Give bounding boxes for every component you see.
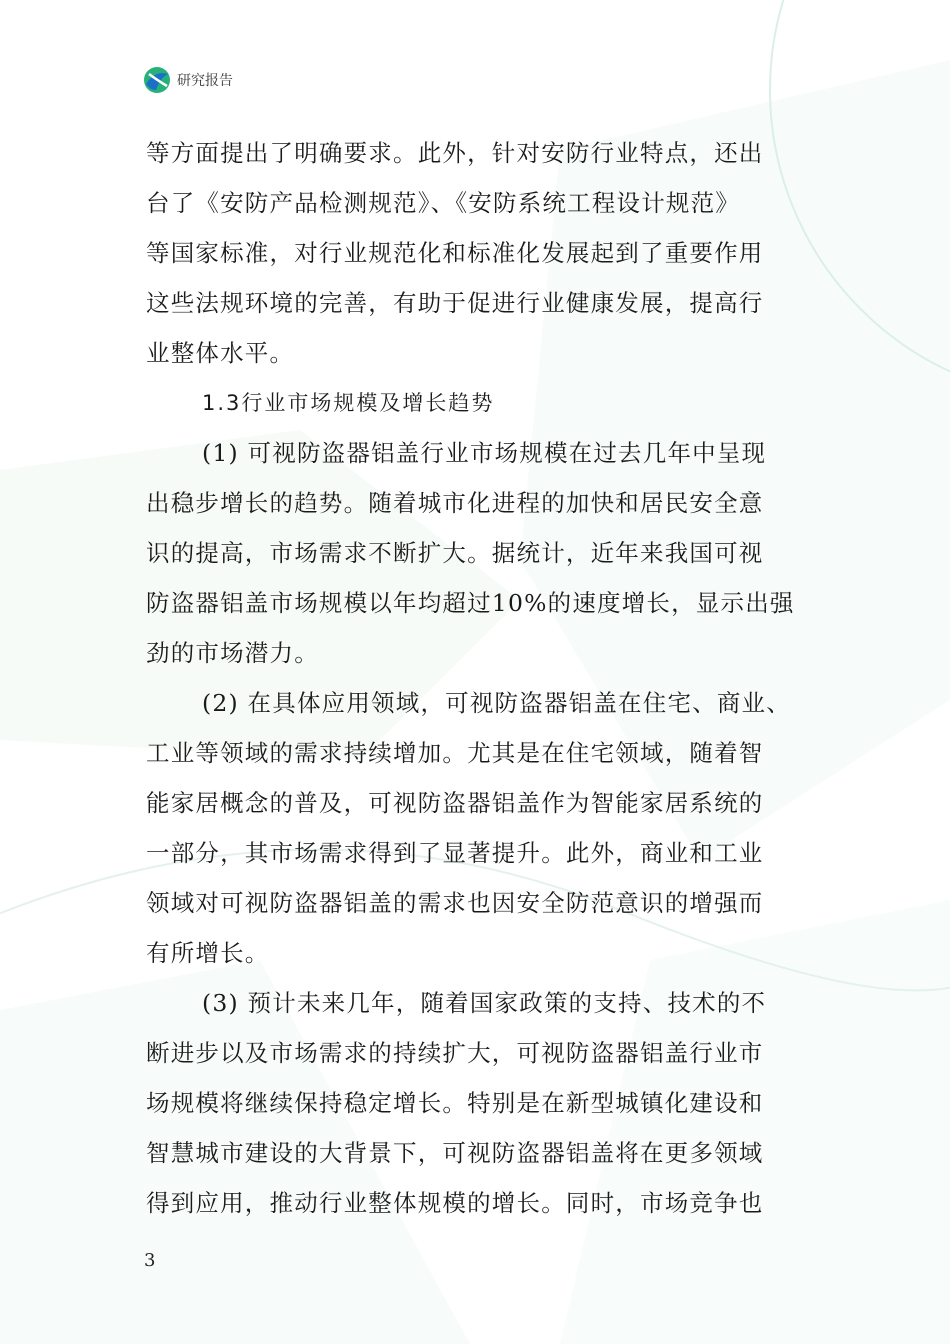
paragraph-line: 能家居概念的普及，可视防盗器铝盖作为智能家居系统的 bbox=[146, 789, 764, 817]
page-header bbox=[143, 66, 233, 94]
paragraph-line: 等方面提出了明确要求。此外，针对安防行业特点，还出 bbox=[146, 139, 764, 167]
paragraph-line: 业整体水平。 bbox=[146, 339, 295, 367]
paragraph-line: (3) 预计未来几年，随着国家政策的支持、技术的不 bbox=[202, 989, 767, 1017]
paragraph-line: 台了《安防产品检测规范》、《安防系统工程设计规范》 bbox=[146, 189, 740, 217]
page-number: 3 bbox=[144, 1250, 156, 1271]
paragraph-line: 这些法规环境的完善，有助于促进行业健康发展，提高行 bbox=[146, 289, 764, 317]
paragraph-line: 得到应用，推动行业整体规模的增长。同时，市场竞争也 bbox=[146, 1189, 764, 1217]
paragraph-line: 出稳步增长的趋势。随着城市化进程的加快和居民安全意 bbox=[146, 489, 764, 517]
section-heading: 1.3行业市场规模及增长趋势 bbox=[202, 391, 495, 415]
paragraph-line: 工业等领域的需求持续增加。尤其是在住宅领域，随着智 bbox=[146, 739, 764, 767]
paragraph-line: 有所增长。 bbox=[146, 939, 270, 967]
paragraph-line: 识的提高，市场需求不断扩大。据统计，近年来我国可视 bbox=[146, 539, 764, 567]
paragraph-line: 一部分，其市场需求得到了显著提升。此外，商业和工业 bbox=[146, 839, 764, 867]
paragraph-line: 智慧城市建设的大背景下，可视防盗器铝盖将在更多领域 bbox=[146, 1139, 764, 1167]
paragraph-line: 领域对可视防盗器铝盖的需求也因安全防范意识的增强而 bbox=[146, 889, 764, 917]
report-logo-icon bbox=[143, 66, 171, 94]
body-text bbox=[146, 128, 816, 1228]
paragraph-line: (1) 可视防盗器铝盖行业市场规模在过去几年中呈现 bbox=[202, 439, 767, 467]
paragraph-line: 防盗器铝盖市场规模以年均超过10%的速度增长，显示出强 bbox=[146, 589, 795, 617]
paragraph-line: 等国家标准，对行业规范化和标准化发展起到了重要作用 bbox=[146, 239, 764, 267]
paragraph-line: 劲的市场潜力。 bbox=[146, 639, 319, 667]
paragraph-line: 断进步以及市场需求的持续扩大，可视防盗器铝盖行业市 bbox=[146, 1039, 764, 1067]
header-label: 研究报告 bbox=[177, 73, 233, 89]
paragraph-line: (2) 在具体应用领域，可视防盗器铝盖在住宅、商业、 bbox=[202, 689, 791, 717]
paragraph-line: 场规模将继续保持稳定增长。特别是在新型城镇化建设和 bbox=[146, 1089, 764, 1117]
